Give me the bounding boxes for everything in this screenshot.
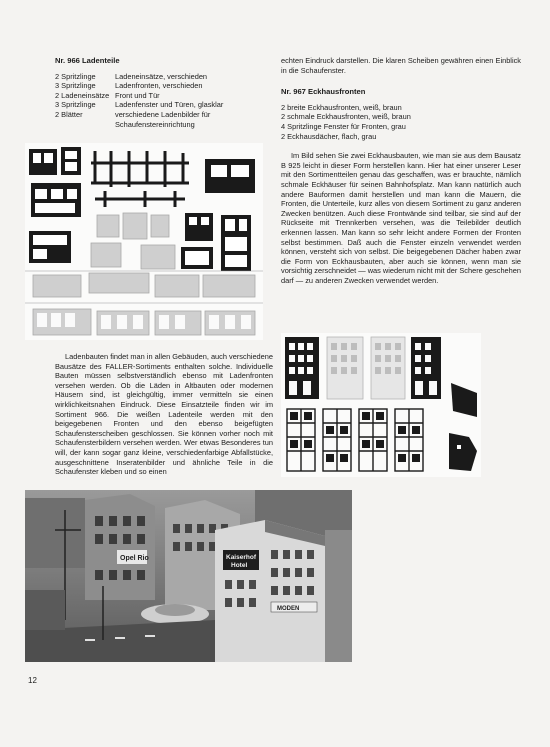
shop-parts-illustration	[25, 143, 263, 340]
part-qty: 3 Spritzlinge	[55, 81, 96, 91]
shop-parts-photo	[25, 143, 263, 340]
page-number: 12	[28, 676, 37, 685]
part-desc: Ladenfronten, verschieden	[115, 81, 203, 91]
section-967-title: Nr. 967 Eckhausfronten	[281, 87, 366, 97]
part-qty: 2 Ladeneinsätze	[55, 90, 110, 100]
section-966-text: Ladenbauten findet man in allen Gebäuden, auch verschiedene Bausätze des FALLER-Sortiments enthalten solche. Individuelle Bauten müssen selbstverständlich ebenso mit Ladenfronten versehen werden. Ob die Läden in Altbauten oder modernen Häusern sind, ist gleichgültig, immer vermitteln sie einen wirklichkeitsnahen Eindruck. Diese Einsatzteile finden wir im Sortiment 966. Die weißen Ladenteile werden mit den beigegebenen Fronten und den ebenso beigefügten Schaufensterscheiben geschlossen. Sie können vorher noch mit Schaufensterbildern versehen werden. Wer etwas Besonderes tun will, der kann sogar ganz kleine, verschiedenfarbige Abfallstücke, ausgeschnittene Inseratenbilder und ähnliche Teile in die Schaufenster kleben und so einen	[55, 352, 273, 477]
sign-opel-rio: Opel Rio	[120, 555, 149, 562]
sign-kaiserhof: Kaiserhof	[226, 554, 256, 561]
part-item: 2 schmale Eckhausfronten, weiß, braun	[281, 112, 411, 122]
continued-text: echten Eindruck darstellen. Die klaren Scheiben gewähren einen Einblick in die Schaufenster.	[281, 56, 521, 75]
part-qty: 2 Blätter	[55, 109, 83, 119]
part-item: 4 Spritzlinge Fenster für Fronten, grau	[281, 121, 406, 131]
part-qty: 2 Spritzlinge	[55, 71, 96, 81]
model-town-photo	[25, 490, 352, 662]
part-item: 2 breite Eckhausfronten, weiß, braun	[281, 102, 402, 112]
part-desc: verschiedene Ladenbilder für Schaufenstereinrichtung	[115, 109, 211, 129]
part-item: 2 Eckhausdächer, flach, grau	[281, 131, 377, 141]
sign-moden: MODEN	[277, 606, 300, 612]
part-desc: Front und Tür	[115, 90, 160, 100]
section-967-text: Im Bild sehen Sie zwei Eckhausbauten, wie man sie aus dem Bausatz B 925 leicht in dieser Form herstellen kann. Hier hat einer unserer Leser mit den Sortimentteilen genau das geschaffen, was er brauchte, nämlich schmale Eckhäuser für seinen Bahnhofsplatz. Man kann natürlich auch andere Bauformen damit herstellen und man kann die Mauern, die Fronten, die Unterteile, kurz alles von diesem Sortiment zu ganz anderen Zwecken benützen. Auch diese Frontwände sind teilbar, sie sind auf der Rückseite mit Trennkerben versehen, was die Teilebilder deutlich erkennen lassen. Man kann so sehr leicht andere Formen der Fronten selbst bestimmen. Daß auch die Fenster einzeln verwendet werden können, versteht sich von selbst. Die beigegebenen Dächer haben zwar die Form von Eckhausbauten, aber auch sie können, wenn man sie vorsichtig zerschneidet — was wiederum nicht mit der Schere geschehen darf — zu anderen Zwecken verwendet werden.	[281, 151, 521, 285]
section-966-parts-list	[55, 72, 273, 130]
sign-hotel: Hotel	[231, 562, 248, 569]
part-desc: Ladeneinsätze, verschieden	[115, 71, 208, 81]
part-desc: Ladenfenster und Türen, glasklar	[115, 100, 224, 110]
section-967	[281, 56, 521, 285]
section-966-title: Nr. 966 Ladenteile	[55, 56, 120, 65]
corner-house-illustration	[281, 333, 481, 477]
section-966	[55, 56, 273, 129]
model-town-illustration	[25, 490, 352, 662]
section-967-parts-list	[281, 103, 521, 141]
section-966-body	[55, 352, 273, 477]
corner-house-fronts-photo	[281, 333, 481, 477]
part-qty: 3 Spritzlinge	[55, 100, 96, 110]
